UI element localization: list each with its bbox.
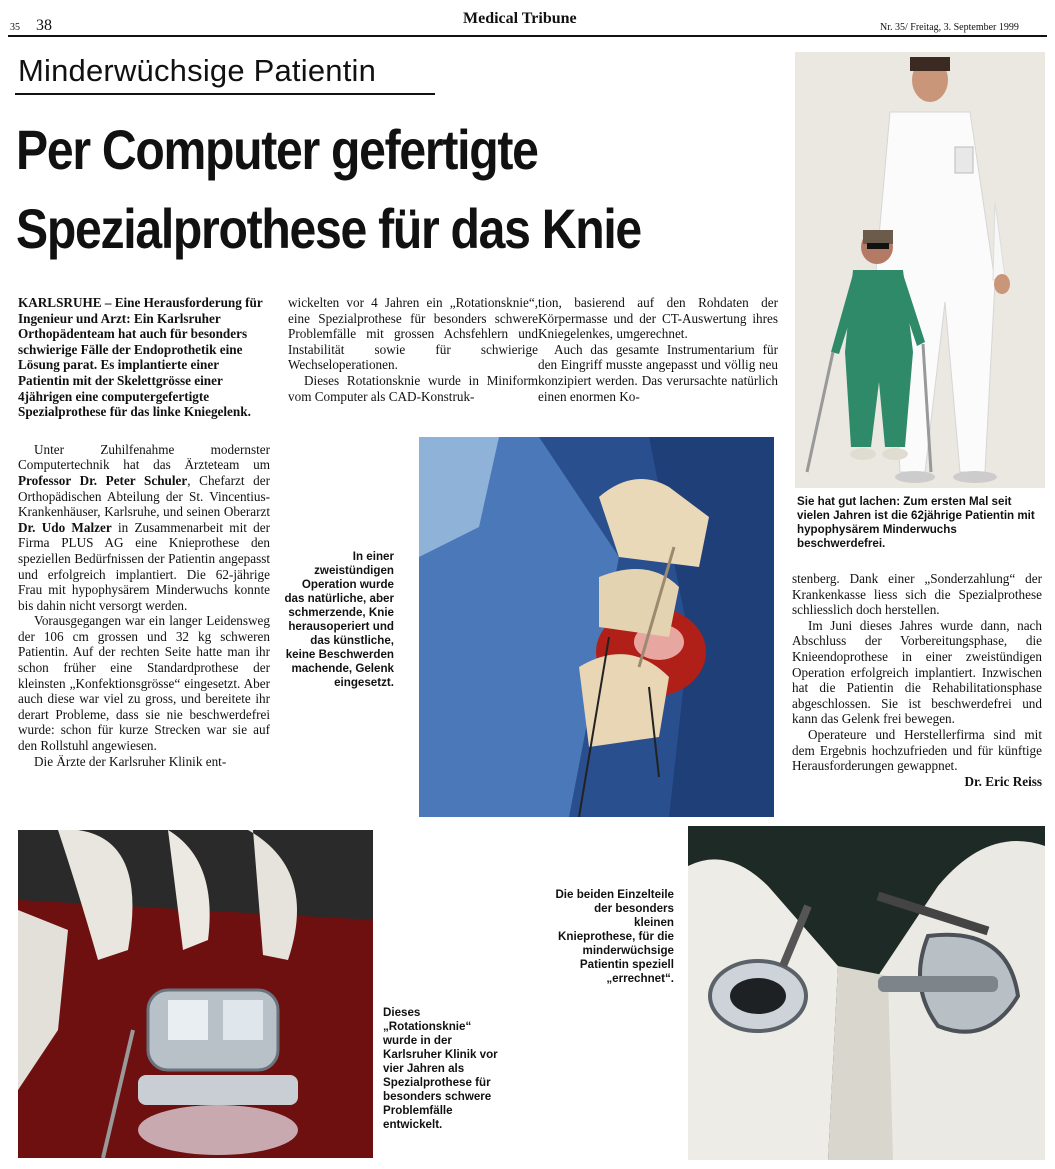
column-1: [18, 295, 270, 769]
col4-paragraph-1: stenberg. Dank einer „Sonderzahlung“ der Krankenkasse liess sich die Spezialprothese schliesslich doch herstellen.: [792, 571, 1042, 618]
col3-paragraph-2: Auch das gesamte Instrumentarium für den Eingriff musste angepasst und völlig neu konzipiert werden. Das verursachte natürlich einen enormen Ko-: [538, 341, 778, 404]
column-2: [288, 295, 538, 404]
name-malzer: Dr. Udo Malzer: [18, 519, 112, 535]
headline-line-1: Per Computer gefertigte: [16, 118, 538, 181]
col2-paragraph-2: Dieses Rotationsknie wurde in Miniform vom Computer als CAD-Konstruk-: [288, 372, 538, 404]
caption-patient: Sie hat gut lachen: Zum ersten Mal seit vielen Jahren ist die 62jährige Patientin mit hypophysärem Minderwuchs beschwerdefrei.: [797, 495, 1035, 550]
lead-paragraph: KARLSRUHE – Eine Herausforderung für Ingenieur und Arzt: Ein Karlsruher Orthopädenteam hat auch für besonders schwierige Fälle der Endoprothetik eine Lösung parat. Es implantierte einer Patientin mit der Skelettgrösse einer 4jährigen eine computergefertigte Spezialprothese für das linke Kniegelenk.: [18, 295, 263, 420]
col1-paragraph-3: Die Ärzte der Karlsruher Klinik ent-: [34, 753, 227, 769]
col1-p1-text-c: , Chefarzt der Orthopädischen Abteilung der St. Vincentius-Krankenhäuser, Karlsruhe, und seinen Oberarzt: [18, 472, 270, 520]
author: Dr. Eric Reiss: [964, 773, 1042, 789]
caption-parts: Die beiden Einzelteile der besonders kleinen Knieprothese, für die minderwüchsige Patientin speziell „errechnet“.: [555, 888, 674, 985]
col3-paragraph-1: tion, basierend auf den Rohdaten der Körpermasse und der CT-Auswertung ihres Kniegelenkes, umgerechnet.: [538, 295, 778, 342]
headline-line-2: Spezialprothese für das Knie: [16, 197, 641, 260]
name-schuler: Professor Dr. Peter Schuler: [18, 472, 188, 488]
col1-paragraph-2: Vorausgegangen war ein langer Leidensweg der 106 cm grossen und 32 kg schweren Patientin. Auf der rechten Seite hatte man ihr schon früher eine Standardprothese der kleinsten „Konfektionsgrösse“ eingesetzt. Aber auch diese war viel zu gross, und bereitete ihr derart Probleme, dass sie nie beschwerdefrei wurde: schon für kurze Strecken war sie auf den Rollstuhl angewiesen.: [18, 613, 270, 754]
col4-paragraph-2: Im Juni dieses Jahres wurde dann, nach Abschluss der Vorbereitungsphase, die Knieendoprothese in einer zweistündigen Operation erfolgreich implantiert. Inzwischen hat die Patientin die Rehabilitationsphase abgeschlossen. Sie ist beschwerdefrei und kann das Gelenk frei bewegen.: [792, 617, 1042, 727]
operation-photo: [419, 437, 774, 817]
col1-p1-text-a: Unter Zuhilfenahme modernster Computertechnik hat das Ärzteteam um: [18, 441, 270, 473]
prosthesis-parts-photo: [688, 826, 1045, 1160]
rotationsknie-photo: [18, 830, 373, 1158]
page-number: 38: [36, 17, 52, 34]
col4-paragraph-3: Operateure und Herstellerfirma sind mit dem Ergebnis hochzufrieden und für künftige Herausforderungen gewappnet.: [792, 726, 1042, 774]
caption-rotationsknie: Dieses „Rotationsknie“ wurde in der Karlsruher Klinik vor vier Jahren als Spezialprothese für besonders schwere Problemfälle entwickelt.: [383, 1006, 498, 1131]
column-4: [792, 571, 1042, 789]
kicker-rule: [15, 93, 435, 95]
column-3: [538, 295, 778, 404]
col1-paragraph-1: [18, 442, 270, 614]
kicker: Minderwüchsige Patientin: [18, 53, 377, 88]
patient-photo: [795, 52, 1045, 488]
page-small-number: 35: [10, 22, 20, 33]
header-rule: [8, 35, 1047, 37]
publication-title: Medical Tribune: [463, 10, 577, 27]
col2-paragraph-1: wickelten vor 4 Jahren ein „Rotationsknie“, eine Spezialprothese für besonders schwere Problemfälle mit grossen Achsfehlern und Instabilität sowie für schwierige Wechseloperationen.: [288, 295, 538, 373]
col1-p1-text-e: in Zusammenarbeit mit der Firma PLUS AG eine Knieprothese den speziellen Bedürfnissen der Patientin angepasst und erfolgreich implantiert. Die 62-jährige Frau mit hypophysärem Minderwuchs konnte bis dahin nicht versorgt werden.: [18, 519, 270, 613]
caption-operation: In einer zweistündigen Operation wurde das natürliche, aber schmerzende, Knie herausoperiert und das künstliche, keine Beschwerden machende, Gelenk eingesetzt.: [284, 550, 394, 689]
issue-date: Nr. 35/ Freitag, 3. September 1999: [880, 22, 1019, 33]
